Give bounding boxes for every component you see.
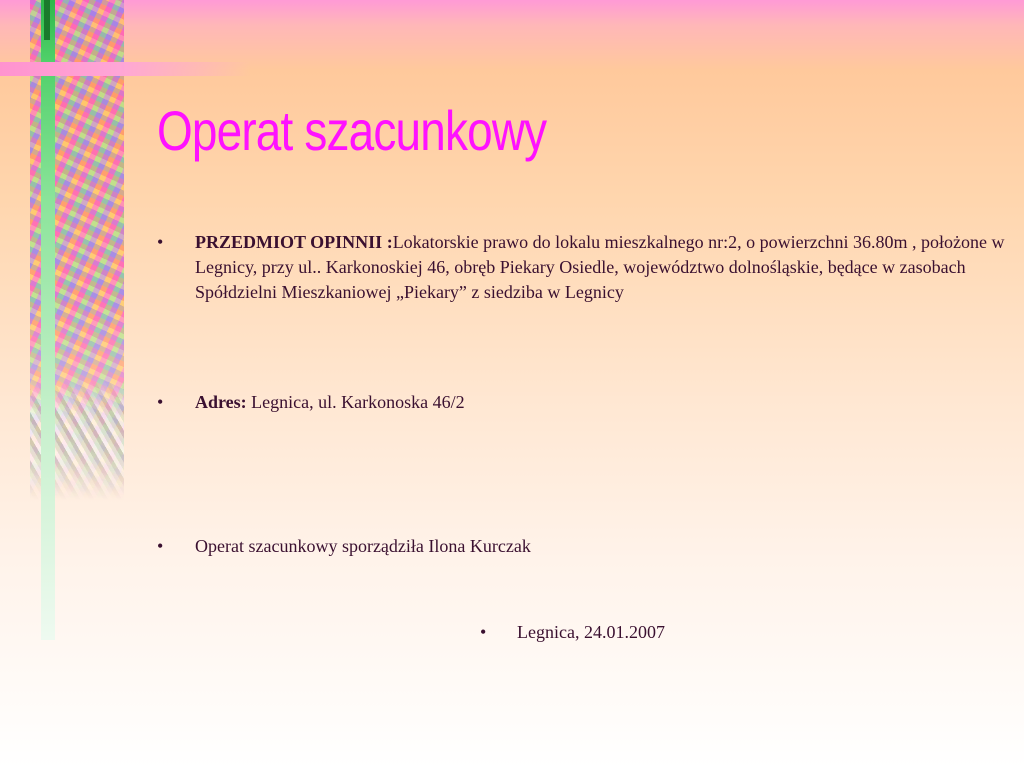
bullet-label: PRZEDMIOT OPINNII : [195,232,393,252]
bullet-body: Lokatorskie prawo do lokalu mieszkalnego nr:2, o powierzchni 36.80m , położone w Legnicy, przy ul.. Karkonoskiej 46, obręb Piekary Osiedle, województwo dolnośląskie, będące w zasobach Spółdzielni Mieszkaniowej „Piekary” z siedziba w Legnicy [195,232,1005,302]
bullet-icon: • [157,392,164,412]
bullet-label: Adres: [195,392,247,412]
bullet-text [195,390,465,415]
vertical-accent-bar-top [44,0,50,40]
vertical-accent-bar [41,0,55,640]
bullet-text: Legnica, 24.01.2007 [517,622,665,642]
bullet-icon: • [157,232,164,252]
bullet-body: Legnica, ul. Karkonoska 46/2 [246,392,465,412]
slide-title: Operat szacunkowy [157,99,547,162]
bullet-icon: • [480,622,487,642]
horizontal-accent-bar [0,62,250,76]
bullet-text: Operat szacunkowy sporządziła Ilona Kurczak [195,536,531,556]
bullet-text [195,230,1015,305]
bullet-icon: • [157,536,164,556]
